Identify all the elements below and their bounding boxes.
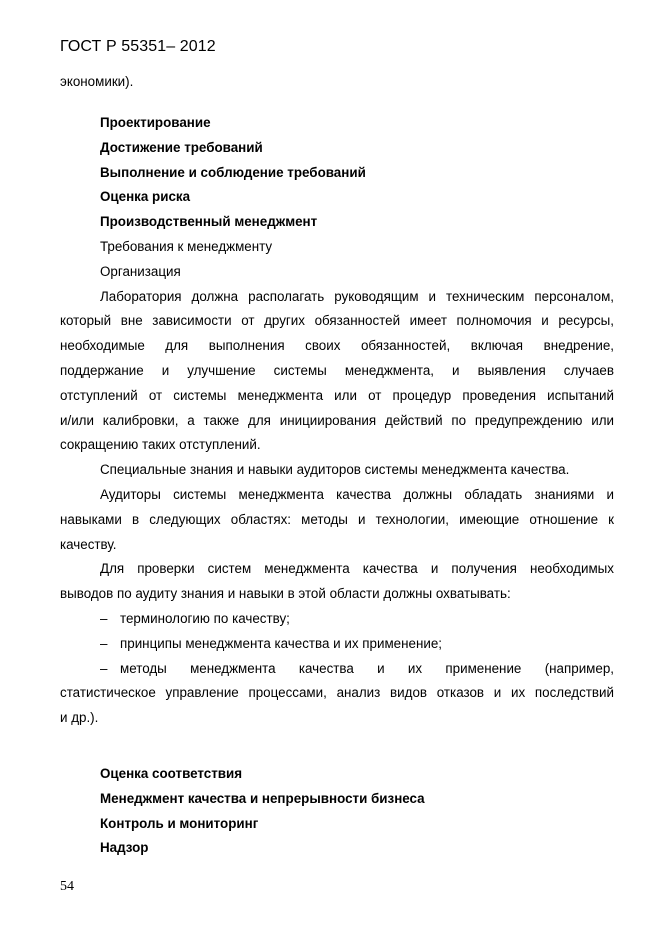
list-item <box>60 607 614 632</box>
heading-production-management: Производственный менеджмент <box>100 214 318 230</box>
list-item-text: принципы менеджмента качества и их применение; <box>120 635 442 651</box>
paragraph-line: и др.). <box>60 710 99 726</box>
list-item <box>60 632 614 657</box>
subheading-requirements: Требования к менеджменту <box>100 238 273 254</box>
document-body <box>60 70 614 95</box>
paragraph-special-knowledge: Специальные знания и навыки аудиторов системы менеджмента качества. <box>100 462 570 478</box>
dash-marker: – <box>100 660 108 676</box>
dash-marker: – <box>100 635 108 651</box>
paragraph-line: Для проверки систем менеджмента качества и получения необходимых <box>100 561 614 577</box>
heading-conformity-assessment: Оценка соответствия <box>100 766 243 781</box>
heading-supervision: Надзор <box>100 840 149 856</box>
main-body <box>60 111 614 731</box>
paragraph-line: статистическое управление процессами, анализ видов отказов и их последствий <box>60 685 614 701</box>
paragraph-line: Аудиторы системы менеджмента качества должны обладать знаниями и <box>100 486 614 502</box>
heading-quality-continuity: Менеджмент качества и непрерывности бизнеса <box>100 790 425 806</box>
dash-marker: – <box>100 610 108 626</box>
paragraph-line: качеству. <box>60 536 117 552</box>
list-item <box>60 657 614 682</box>
paragraph-line: Лаборатория должна располагать руководящим и техническим персоналом, <box>100 288 614 304</box>
heading-control-monitoring: Контроль и мониторинг <box>100 815 259 831</box>
paragraph-line: поддержание и улучшение системы менеджмента, и выявления случаев <box>60 362 614 378</box>
top-fragment: экономики). <box>60 74 134 89</box>
document-header: ГОСТ Р 55351– 2012 <box>60 38 216 55</box>
paragraph-line: навыками в следующих областях: методы и технологии, имеющие отношение к <box>60 511 614 527</box>
heading-risk-assessment: Оценка риска <box>100 189 191 205</box>
heading-design: Проектирование <box>100 115 211 130</box>
paragraph-line: сокращению таких отступлений. <box>60 437 261 453</box>
heading-achievement: Достижение требований <box>100 139 263 155</box>
paragraph-line: необходимые для выполнения своих обязанностей, включая внедрение, <box>60 338 614 354</box>
subheading-organization: Организация <box>100 263 181 279</box>
list-item-text: терминологию по качеству; <box>120 610 290 626</box>
headings-group-2 <box>60 762 614 861</box>
paragraph-line: отступлений от системы менеджмента или от процедур проведения испытаний <box>60 387 614 403</box>
heading-compliance: Выполнение и соблюдение требований <box>100 164 366 180</box>
paragraph-line: выводов по аудиту знания и навыки в этой области должны охватывать: <box>60 586 511 602</box>
list-item-text: методы менеджмента качества и их применение (например, <box>120 660 614 676</box>
paragraph-line: и/или калибровки, а также для инициирования действий по предупреждению или <box>60 412 614 428</box>
paragraph-line: который вне зависимости от других обязанностей имеет полномочия и ресурсы, <box>60 313 614 329</box>
page-number: 54 <box>60 879 74 894</box>
